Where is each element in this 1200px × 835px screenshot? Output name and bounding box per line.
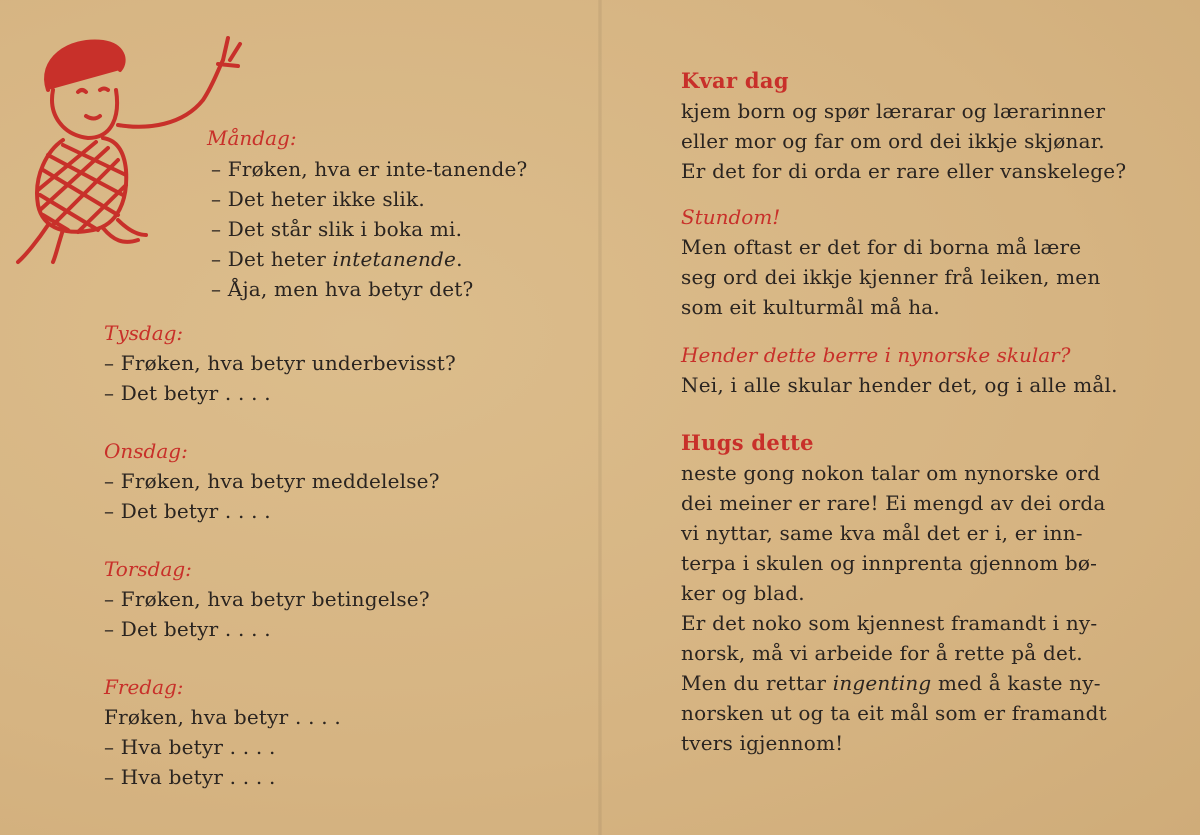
fredag-section [104, 672, 341, 792]
mandag-line-4 [211, 244, 527, 274]
tysdag-section [104, 318, 456, 408]
kvar-dag-line-1: kjem born og spør lærarar og lærarinner [681, 99, 1106, 123]
torsdag-line-2: – Det betyr . . . . [104, 617, 271, 641]
hugs-line-7: norsk, må vi arbeide for å rette på det. [681, 641, 1083, 665]
mandag-line-3: – Det står slik i boka mi. [211, 217, 463, 241]
hugs-heading: Hugs dette [681, 430, 814, 455]
mandag-line-1: – Frøken, hva er inte-tanende? [211, 157, 528, 181]
kvar-dag-line-2: eller mor og far om ord dei ikkje skjønar. [681, 129, 1105, 153]
stundom-line-3: som eit kulturmål må ha. [681, 295, 940, 319]
mandag-section [207, 123, 297, 153]
stundom-line-2: seg ord dei ikkje kjenner frå leiken, men [681, 265, 1101, 289]
mandag-line-4-emph: intetanende [332, 247, 457, 271]
mandag-line-4-prefix: – Det heter [211, 247, 333, 271]
page-fold [598, 0, 602, 835]
fredag-line-3: – Hva betyr . . . . [104, 765, 276, 789]
stundom-section [681, 202, 1100, 322]
mandag-line-2: – Det heter ikke slik. [211, 187, 425, 211]
stundom-line-1: Men oftast er det for di borna må lære [681, 235, 1082, 259]
tysdag-heading: Tysdag: [104, 321, 184, 345]
mandag-line-5: – Åja, men hva betyr det? [211, 277, 474, 301]
torsdag-section [104, 554, 430, 644]
onsdag-line-2: – Det betyr . . . . [104, 499, 271, 523]
hugs-line-1: neste gong nokon talar om nynorske ord [681, 461, 1101, 485]
tysdag-line-1: – Frøken, hva betyr underbevisst? [104, 351, 456, 375]
hender-heading: Hender dette berre i nynorske skular? [681, 343, 1071, 367]
mandag-heading: Måndag: [207, 126, 297, 150]
stundom-heading: Stundom! [681, 205, 781, 229]
onsdag-line-1: – Frøken, hva betyr meddelelse? [104, 469, 440, 493]
fredag-line-2: – Hva betyr . . . . [104, 735, 276, 759]
onsdag-section [104, 436, 440, 526]
hugs-line-8 [681, 668, 1107, 698]
mandag-line-4-suffix: . [456, 247, 463, 271]
kvar-dag-line-3: Er det for di orda er rare eller vanskelege? [681, 159, 1127, 183]
torsdag-heading: Torsdag: [104, 557, 192, 581]
hender-section [681, 340, 1118, 400]
hugs-line-9: norsken ut og ta eit mål som er framandt [681, 701, 1107, 725]
hugs-line-8-prefix: Men du rettar [681, 671, 833, 695]
hugs-line-6: Er det noko som kjennest framandt i ny- [681, 611, 1098, 635]
onsdag-heading: Onsdag: [104, 439, 188, 463]
hugs-line-10: tvers igjennom! [681, 731, 844, 755]
hugs-line-3: vi nyttar, same kva mål det er i, er inn- [681, 521, 1083, 545]
hugs-line-8-emph: ingenting [832, 671, 932, 695]
hugs-line-4: terpa i skulen og innprenta gjennom bø- [681, 551, 1098, 575]
hugs-line-2: dei meiner er rare! Ei mengd av dei orda [681, 491, 1106, 515]
hugs-section [681, 428, 1107, 758]
hugs-line-5: ker og blad. [681, 581, 805, 605]
hender-line-1: Nei, i alle skular hender det, og i alle mål. [681, 373, 1118, 397]
kvar-dag-section [681, 66, 1126, 186]
tysdag-line-2: – Det betyr . . . . [104, 381, 271, 405]
fredag-heading: Fredag: [104, 675, 184, 699]
hugs-line-8-suffix: med å kaste ny- [931, 671, 1101, 695]
torsdag-line-1: – Frøken, hva betyr betingelse? [104, 587, 430, 611]
mandag-lines [211, 154, 527, 304]
fredag-line-1: Frøken, hva betyr . . . . [104, 705, 341, 729]
kvar-dag-heading: Kvar dag [681, 68, 789, 93]
